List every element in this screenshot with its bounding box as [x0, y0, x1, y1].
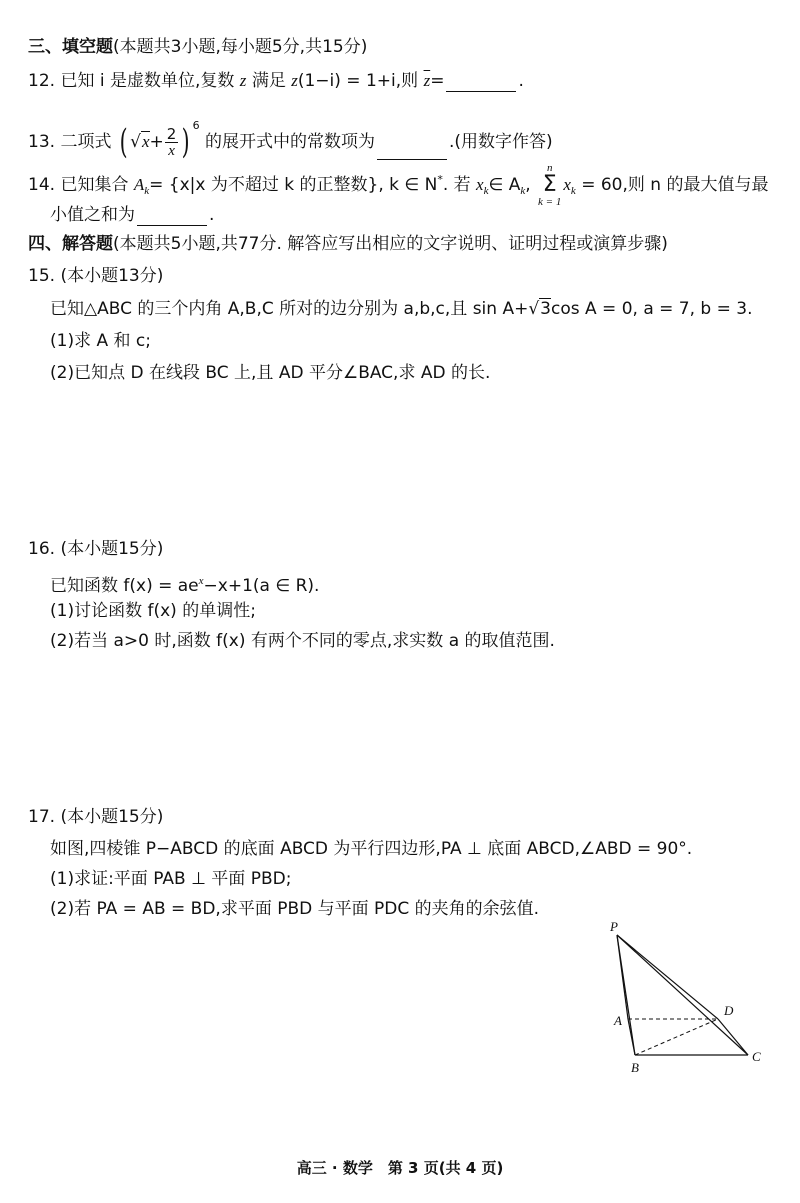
q12-equation: (1−i) = 1+i,则	[297, 71, 419, 91]
q14-answer-blank[interactable]	[137, 209, 207, 226]
q13-frac-den: x	[168, 142, 175, 159]
q15-part2: (2)已知点 D 在线段 BC 上,且 AD 平分∠BAC,求 AD 的长.	[50, 363, 491, 383]
question-14-line2	[50, 204, 214, 226]
section4-heading: 四、解答题	[28, 234, 113, 254]
q15-stem-a: 已知△ABC 的三个内角 A,B,C 所对的边分别为 a,b,c,且 sin A+	[50, 299, 529, 319]
q14-sum-bottom: k = 1	[538, 196, 562, 208]
q14-sum-expr-sub: k	[570, 185, 576, 197]
q16-header: 16. (本小题15分)	[28, 539, 164, 559]
q14-comma: ,	[525, 175, 531, 195]
q16-part2: (2)若当 a>0 时,函数 f(x) 有两个不同的零点,求实数 a 的取值范围.	[50, 631, 555, 651]
q15-sqrt-sign: √	[528, 299, 540, 319]
q14-sum-top: n	[546, 162, 553, 174]
q15-header: 15. (本小题13分)	[28, 266, 164, 286]
page-footer: 高三 · 数学 第 3 页(共 4 页)	[296, 1159, 504, 1177]
q14-set-def: = {x|x 为不超过 k 的正整数},	[149, 175, 384, 195]
edge-PB	[617, 935, 635, 1055]
q13-number: 13.	[28, 132, 56, 152]
pyramid-figure	[590, 915, 780, 1080]
q13-plus: +	[149, 132, 164, 152]
q14-x: x	[476, 175, 484, 194]
q14-line2: 小值之和为	[50, 205, 135, 225]
section3-heading: 三、填空题	[28, 37, 113, 57]
q15-stem-b: cos A = 0, a = 7, b = 3.	[551, 299, 753, 319]
edge-DC	[718, 1019, 748, 1055]
q14-number: 14.	[28, 175, 56, 195]
q16-stem-a: 已知函数 f(x) = ae	[50, 576, 199, 596]
q14-sum-expr: x	[563, 175, 571, 194]
q13-answer-blank[interactable]	[377, 143, 447, 160]
q12-text-a: 已知 i 是虚数单位,复数	[60, 71, 235, 91]
q12-number: 12.	[28, 71, 56, 91]
q16-stem-b: −x+1(a ∈ R).	[203, 576, 320, 596]
edge-BD-dashed	[635, 1019, 718, 1055]
q14-text-b: . 若	[442, 175, 471, 195]
q15-part1: (1)求 A 和 c;	[50, 331, 151, 351]
q12-var-z: z	[239, 71, 247, 90]
q17-part1: (1)求证:平面 PAB ⊥ 平面 PBD;	[50, 869, 292, 889]
label-C: C	[752, 1049, 761, 1064]
q14-x-sub: k	[483, 185, 489, 197]
edge-PC	[617, 935, 748, 1055]
q12-text-b: 满足	[251, 71, 286, 91]
q14-set-name: A	[133, 175, 145, 194]
q12-var-z-2: z	[291, 71, 298, 90]
q15-stem	[50, 298, 752, 320]
question-12	[28, 70, 524, 92]
q14-text-a: 已知集合	[60, 175, 129, 195]
edge-PD	[617, 935, 718, 1019]
label-D: D	[724, 1003, 734, 1018]
q17-header: 17. (本小题15分)	[28, 807, 164, 827]
section4-note: (本题共5小题,共77分. 解答应写出相应的文字说明、证明过程或演算步骤)	[113, 234, 668, 254]
q14-sum	[538, 162, 561, 208]
q14-star: *	[437, 173, 443, 186]
q14-A-sub: k	[520, 185, 526, 197]
q14-sum-result: = 60,则 n 的最大值与最	[581, 175, 769, 195]
q13-end: .(用数字作答)	[448, 132, 553, 152]
q16-part1: (1)讨论函数 f(x) 的单调性;	[50, 601, 256, 621]
q14-sub-k: k	[144, 185, 150, 197]
q12-end: .	[518, 71, 524, 91]
q12-equals: =	[430, 71, 445, 91]
q13-sqrt-var: x	[141, 132, 150, 151]
q16-stem	[50, 570, 319, 597]
q12-zbar: $\overline{z}$	[423, 71, 431, 90]
q13-text-b: 的展开式中的常数项为	[204, 132, 375, 152]
q12-answer-blank[interactable]	[446, 75, 516, 92]
q16-stem-sup: x	[198, 575, 204, 587]
q13-frac-num: 2	[166, 124, 177, 143]
section3-heading-line	[28, 36, 367, 58]
q13-power: 6	[192, 119, 200, 132]
q13-text-a: 二项式	[60, 132, 112, 152]
q17-stem: 如图,四棱锥 P−ABCD 的底面 ABCD 为平行四边形,PA ⊥ 底面 ABCD,∠ABD = 90°.	[50, 839, 693, 859]
q13-fraction	[165, 126, 179, 159]
edge-AB	[628, 1019, 635, 1055]
q13-sqrt-sign: √	[130, 132, 141, 152]
question-13	[28, 108, 553, 160]
q14-in-A: ∈ A	[488, 175, 521, 195]
q13-close-paren: )	[181, 122, 190, 162]
question-14	[28, 162, 768, 208]
q14-end: .	[209, 205, 215, 225]
q14-k-in: k ∈ N	[389, 175, 438, 195]
section3-note: (本题共3小题,每小题5分,共15分)	[113, 37, 368, 57]
q14-sum-sigma: Σ	[542, 172, 557, 197]
label-P: P	[610, 919, 618, 934]
q17-part2: (2)若 PA = AB = BD,求平面 PBD 与平面 PDC 的夹角的余弦值.	[50, 899, 540, 919]
label-A: A	[614, 1013, 622, 1028]
section4-heading-line	[28, 233, 668, 255]
q13-open-paren: (	[119, 122, 128, 162]
label-B: B	[631, 1060, 639, 1075]
q15-sqrt-3: 3	[540, 299, 551, 319]
